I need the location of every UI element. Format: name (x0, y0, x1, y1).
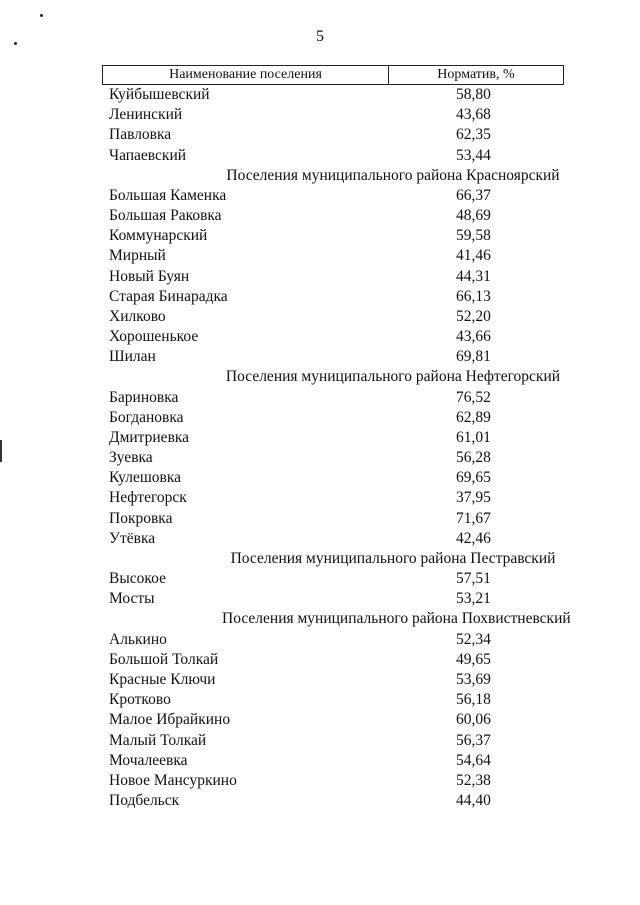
norm-value: 43,66 (456, 328, 491, 346)
norm-value: 59,58 (456, 227, 491, 245)
settlement-name: Шилан (109, 348, 156, 366)
settlement-name: Ленинский (109, 106, 183, 124)
section-title: Поселения муниципального района Красноярский (226, 166, 560, 184)
table-row (102, 267, 564, 287)
table-row (102, 650, 564, 670)
norm-value: 60,06 (456, 711, 491, 729)
settlement-name: Нефтегорск (109, 489, 187, 507)
settlement-name: Хилково (109, 307, 166, 325)
settlement-name: Дмитриевка (109, 428, 190, 446)
section-title: Поселения муниципального района Похвистневский (222, 610, 571, 628)
settlement-name: Старая Бинарадка (109, 287, 228, 305)
settlement-name: Большой Толкай (109, 650, 219, 668)
table-row (102, 448, 564, 468)
norm-value: 52,38 (456, 771, 491, 789)
table-row (102, 408, 564, 428)
settlement-name: Новый Буян (109, 267, 190, 285)
settlement-name: Мочалеевка (109, 751, 188, 769)
norm-value: 53,69 (456, 670, 491, 688)
table-row (102, 85, 564, 105)
section-heading (102, 549, 564, 569)
table-row (102, 287, 564, 307)
settlement-name: Высокое (109, 570, 166, 588)
table-row (102, 388, 564, 408)
settlement-norm-table (102, 65, 571, 811)
norm-value: 42,46 (456, 529, 491, 547)
settlement-name: Кулешовка (109, 469, 182, 487)
settlement-name: Покровка (109, 509, 173, 527)
settlement-name: Богдановка (109, 408, 184, 426)
table-row (102, 428, 564, 448)
scan-edge-mark (0, 440, 2, 462)
norm-value: 61,01 (456, 428, 491, 446)
settlement-name: Новое Мансуркино (109, 771, 237, 789)
table-row (102, 690, 564, 710)
norm-value: 66,13 (456, 287, 491, 305)
table-row (102, 488, 564, 508)
table-row (102, 529, 564, 549)
settlement-name: Куйбышевский (109, 86, 210, 103)
table-row (102, 468, 564, 488)
settlement-name: Большая Каменка (109, 186, 227, 204)
table-row (102, 731, 564, 751)
table-row (102, 670, 564, 690)
norm-value: 71,67 (456, 509, 491, 527)
norm-value: 52,34 (456, 630, 491, 648)
section-title: Поселения муниципального района Нефтегорский (225, 368, 561, 386)
table-row (102, 246, 564, 266)
section-heading (102, 367, 564, 387)
page-number: 5 (316, 28, 324, 45)
section-heading (102, 166, 564, 186)
table-row (102, 347, 564, 367)
norm-value: 58,80 (456, 86, 491, 103)
settlement-name: Большая Раковка (109, 207, 222, 225)
norm-value: 53,44 (456, 146, 491, 164)
norm-value: 56,37 (456, 731, 491, 749)
settlement-name: Зуевка (109, 449, 153, 467)
table-row (102, 146, 564, 166)
norm-value: 43,68 (456, 106, 491, 124)
header-settlement-name: Наименование поселения (103, 66, 389, 84)
header-norm-percent: Норматив, % (437, 67, 515, 82)
norm-value: 53,21 (456, 590, 491, 608)
norm-value: 37,95 (456, 489, 491, 507)
norm-value: 56,28 (456, 449, 491, 467)
table-row (102, 186, 564, 206)
norm-value: 66,37 (456, 186, 491, 204)
table-row (102, 569, 564, 589)
table-row (102, 751, 564, 771)
settlement-name: Кротково (109, 691, 171, 709)
norm-value: 48,69 (456, 207, 491, 225)
table-body (102, 85, 571, 811)
settlement-name: Малое Ибрайкино (109, 711, 231, 729)
table-row (102, 710, 564, 730)
settlement-name: Коммунарский (109, 227, 208, 245)
section-title: Поселения муниципального района Пестравский (230, 549, 556, 567)
table-row (102, 771, 564, 791)
scan-speck (40, 14, 43, 17)
settlement-name: Утёвка (109, 529, 156, 547)
section-heading (102, 609, 571, 629)
table-row (102, 509, 564, 529)
table-row (102, 630, 564, 650)
settlement-name: Красные Ключи (109, 670, 216, 688)
norm-value: 41,46 (456, 247, 491, 265)
settlement-name: Бариновка (109, 388, 179, 406)
settlement-name: Павловка (109, 126, 172, 144)
norm-value: 44,31 (456, 267, 491, 285)
settlement-name: Мирный (109, 247, 166, 265)
norm-value: 56,18 (456, 691, 491, 709)
table-row (102, 125, 564, 145)
norm-value: 62,89 (456, 408, 491, 426)
norm-value: 52,20 (456, 307, 491, 325)
settlement-name: Малый Толкай (109, 731, 207, 749)
norm-value: 69,65 (456, 469, 491, 487)
table-row (102, 307, 564, 327)
table-row (102, 791, 564, 811)
table-row (102, 206, 564, 226)
settlement-name: Чапаевский (109, 146, 187, 164)
settlement-name: Мосты (109, 590, 155, 608)
norm-value: 76,52 (456, 388, 491, 406)
table-row (102, 226, 564, 246)
table-row (102, 105, 564, 125)
table-row (102, 589, 564, 609)
table-header (102, 65, 564, 85)
norm-value: 57,51 (456, 570, 491, 588)
norm-value: 49,65 (456, 650, 491, 668)
norm-value: 62,35 (456, 126, 491, 144)
table-row (102, 327, 564, 347)
norm-value: 54,64 (456, 751, 491, 769)
settlement-name: Хорошенькое (109, 328, 199, 346)
norm-value: 44,40 (456, 792, 491, 810)
norm-value: 69,81 (456, 348, 491, 366)
settlement-name: Алькино (109, 630, 167, 648)
settlement-name: Подбельск (109, 792, 180, 810)
